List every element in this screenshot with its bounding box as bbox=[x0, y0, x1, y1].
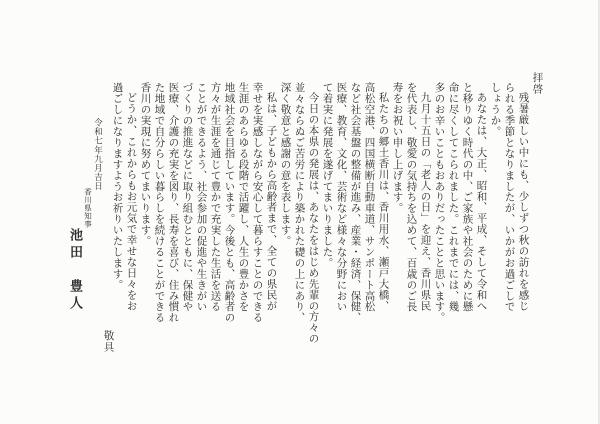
body-line: しょうか。 bbox=[489, 82, 502, 137]
body-line: と移りゆく時代の中、ご家族や社会のために懸 bbox=[461, 82, 474, 312]
body-line: 九月十五日の「老人の日」を迎え、香川県民 bbox=[419, 92, 432, 311]
body-line: 高松空港、四国横断自動車道、サンポート高松 bbox=[363, 82, 376, 312]
body-line: 私は、子どもから高齢者まで、全ての県民が bbox=[265, 92, 278, 311]
body-line: 寿をお祝い申し上げます。 bbox=[391, 82, 404, 214]
body-line: 過ごしになりますようお祈りいたします。 bbox=[111, 82, 124, 291]
body-line: 方々が生涯を通じて豊かで充実した生活を送る bbox=[209, 82, 222, 312]
sender-title: 香川県知事 bbox=[83, 188, 93, 228]
greeting: 拝啓 bbox=[531, 72, 544, 95]
body-line: など社会基盤の整備が進み、産業・経済、保健、 bbox=[349, 82, 362, 323]
closing: 敬具 bbox=[102, 330, 115, 353]
body-line: た地域で自分らしい暮らしを続けることができる bbox=[153, 82, 166, 323]
letter-date: 令和七年九月吉日 bbox=[92, 118, 103, 191]
body-line: て着実に発展を遂げてまいりました。 bbox=[321, 82, 334, 269]
body-line: 今日の本県の発展は、あなたをはじめ先輩の方々の bbox=[307, 92, 320, 344]
body-line: 幸せを実感しながら安心して暮らすことのできる bbox=[251, 82, 264, 323]
body-line: 医療、介護の充実を図り、長寿を喜び、住み慣れ bbox=[167, 82, 180, 323]
body-line: 私たちの郷土香川は、香川用水、瀬戸大橋、 bbox=[377, 92, 390, 311]
body-line: どうか、これからもお元気で幸せな日々をお bbox=[125, 92, 138, 311]
body-line: づくりの推進などに取り組むとともに、保健や bbox=[181, 82, 194, 312]
body-line: 医療、教育、文化、芸術など様々な分野におい bbox=[335, 82, 348, 312]
body-line: 地域社会を目指しています。今後とも、高齢者の bbox=[223, 82, 236, 323]
body-line: 命に尽くしてこられました。これまでには、幾 bbox=[447, 82, 460, 312]
body-line: 深く敬意と感謝の意を表します。 bbox=[279, 82, 292, 247]
body-line: あなたは、大正、昭和、平成、そして令和へ bbox=[475, 92, 488, 311]
body-line: 残暑厳しい中にも、少しずつ秋の訪れを感じ bbox=[517, 92, 530, 311]
body-line: 並々ならぬご苦労により築かれた礎の上にあり、 bbox=[293, 82, 306, 323]
sender-name: 池田 豊人 bbox=[67, 228, 82, 313]
body-line: 生涯のあらゆる段階で活躍し、人生の豊かさを bbox=[237, 82, 250, 312]
body-line: 多のお辛いこともおありだったことと思います。 bbox=[433, 82, 446, 323]
body-line: を代表し、敬愛の気持ちを込めて、百歳のご長 bbox=[405, 82, 418, 312]
body-line: ことができるよう、社会参加の促進や生きがい bbox=[195, 82, 208, 312]
body-line: 香川の実現に努めてまいります。 bbox=[139, 82, 152, 247]
body-line: られる季節となりましたが、いかがお過ごしで bbox=[503, 82, 516, 312]
